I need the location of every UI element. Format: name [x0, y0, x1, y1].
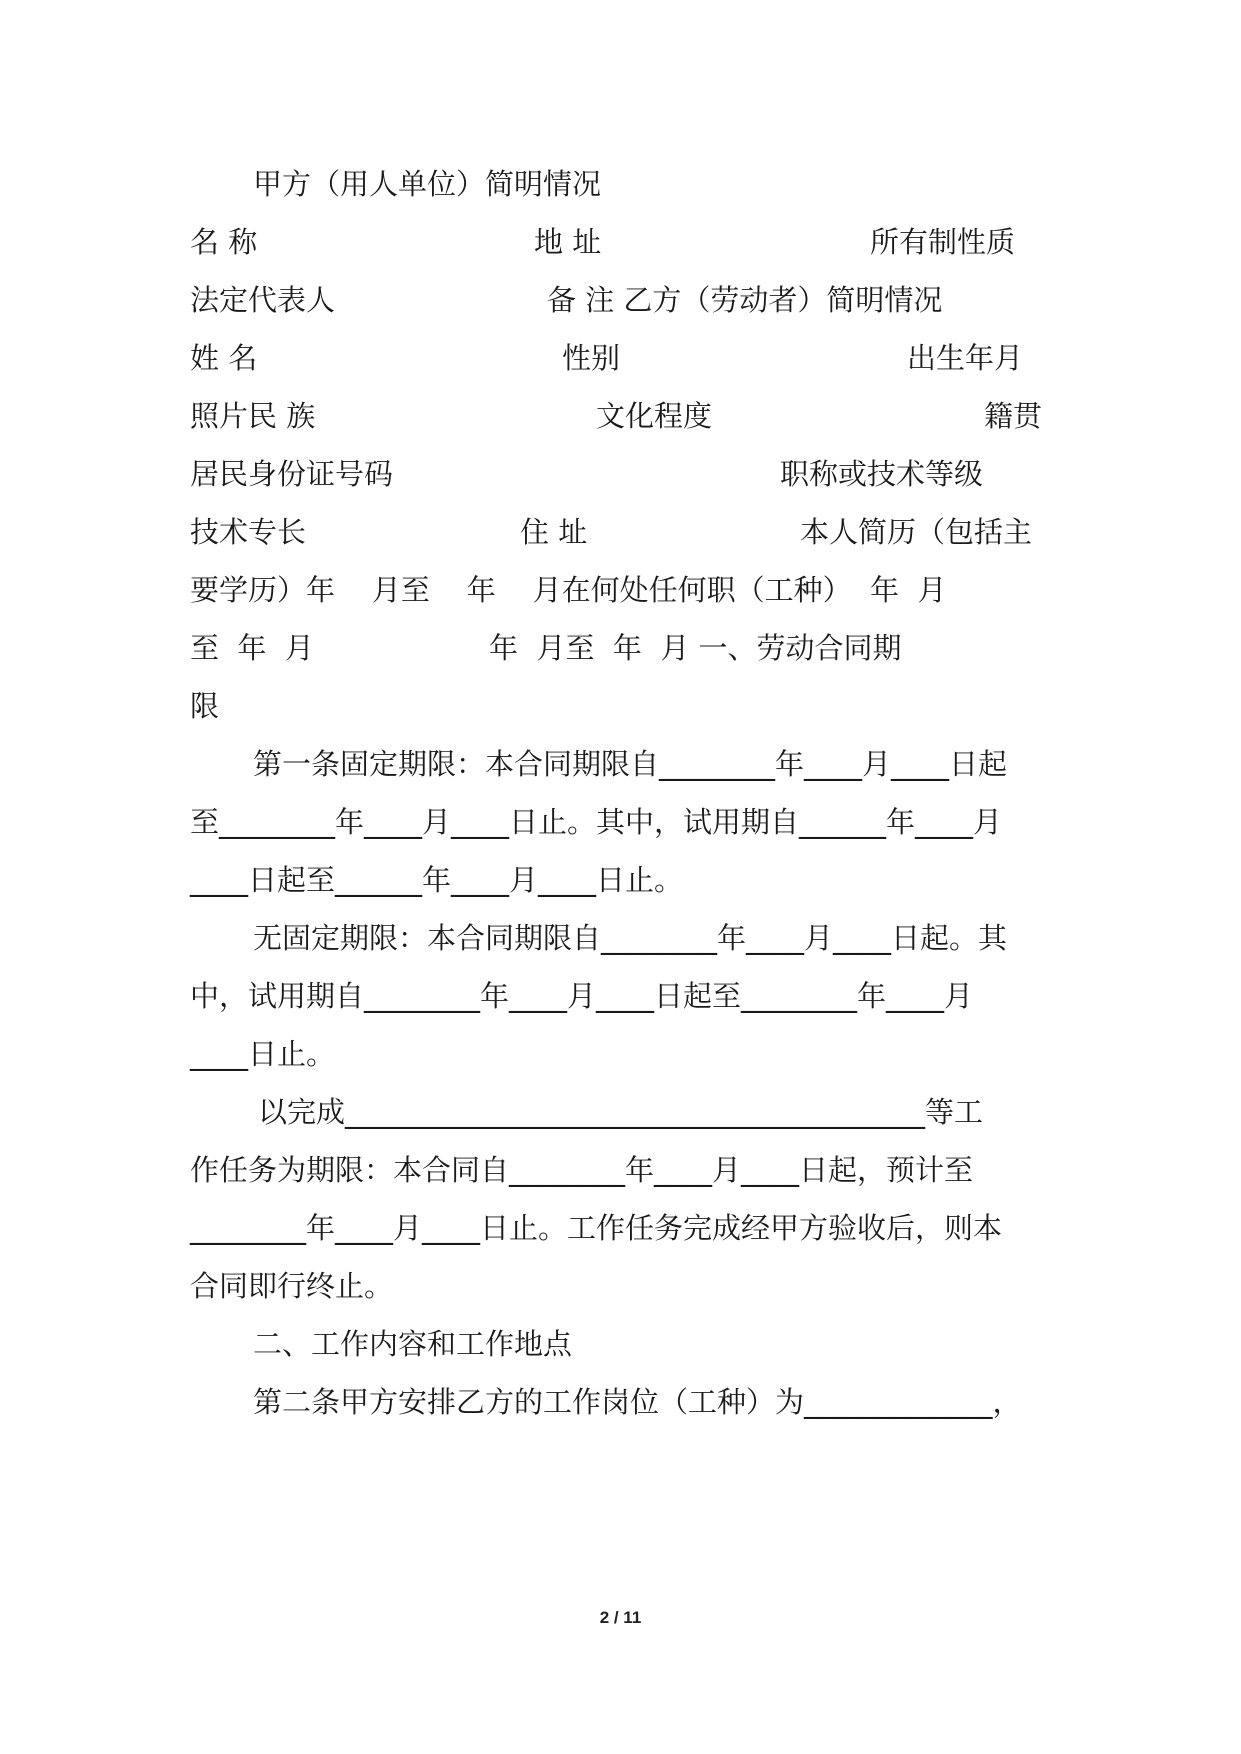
page-number: 2 / 11 [599, 1608, 642, 1627]
body-line: 限 [190, 689, 220, 723]
field-gender-label: 性别 [562, 341, 621, 375]
body-line: 中，试用期自________年____月____日起至________年____月 [190, 979, 974, 1013]
party-b-row-4 [190, 510, 1050, 554]
party-b-row-2 [190, 394, 1050, 438]
field-ownership-label: 所有制性质 [870, 225, 1016, 259]
clause-task-based-term: 以完成________________________________________等工 [258, 1095, 984, 1129]
field-resume-label: 本人简历（包括主 [800, 515, 1033, 549]
party-a-rep-row [190, 278, 1050, 322]
field-legal-rep-label: 法定代表人 [190, 283, 336, 317]
section-heading-party-a: 甲方（用人单位）简明情况 [253, 167, 602, 201]
body-line: ________年____月____日止。工作任务完成经甲方验收后，则本 [190, 1211, 1003, 1245]
section-heading-work-content: 二、工作内容和工作地点 [253, 1327, 573, 1361]
body-line: 至________年____月____日止。其中，试用期自______年____月 [190, 805, 1003, 839]
body-line: ____日止。 [190, 1037, 336, 1071]
field-birth-label: 出生年月 [907, 341, 1024, 375]
field-specialty-label: 技术专长 [190, 515, 307, 549]
field-residence-label: 住 址 [520, 515, 588, 549]
field-education-label: 文化程度 [596, 399, 713, 433]
field-id-number-label: 居民身份证号码 [190, 457, 394, 491]
clause-open-term: 无固定期限：本合同期限自________年____月____日起。其 [253, 921, 1008, 955]
body-line: 合同即行终止。 [190, 1269, 394, 1303]
field-photo-ethnicity-label: 照片民 族 [190, 399, 316, 433]
body-line: 至 年 月 年 月至 年 月 一、劳动合同期 [190, 631, 902, 665]
remarks-and-party-b-heading: 备 注 乙方（劳动者）简明情况 [547, 283, 943, 317]
party-a-fields-row [190, 220, 1050, 264]
clause-2-work-position: 第二条甲方安排乙方的工作岗位（工种）为_____________， [253, 1385, 1022, 1419]
field-person-name-label: 姓 名 [190, 341, 258, 375]
field-origin-label: 籍贯 [984, 399, 1043, 433]
field-name-label: 名 称 [190, 225, 258, 259]
party-b-row-1 [190, 336, 1050, 380]
body-line: 作任务为期限：本合同自________年____月____日起，预计至 [190, 1153, 974, 1187]
party-b-row-3 [190, 452, 1050, 496]
field-address-label: 地 址 [534, 225, 602, 259]
body-line: 要学历）年 月至 年 月在何处任何职（工种） 年 月 [190, 573, 947, 607]
field-title-level-label: 职称或技术等级 [780, 457, 984, 491]
clause-1-fixed-term: 第一条固定期限：本合同期限自________年____月____日起 [253, 747, 1008, 781]
body-line: ____日起至______年____月____日止。 [190, 863, 684, 897]
